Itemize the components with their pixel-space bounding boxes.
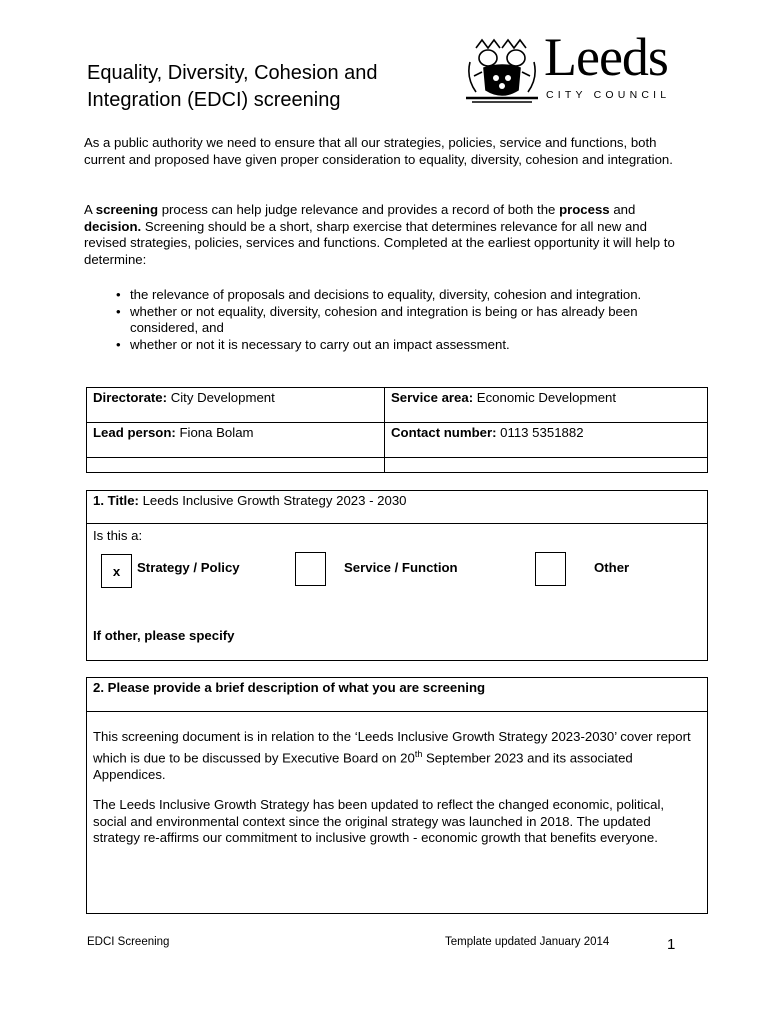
service-function-label: Service / Function xyxy=(344,560,458,575)
logo-subtitle: CITY COUNCIL xyxy=(546,89,671,101)
intro-paragraph: As a public authority we need to ensure that all our strategies, policies, service and functions, both current and proposed have given proper consideration to equality, diversity, cohesion and integration. xyxy=(84,135,673,167)
lead-person-cell: Lead person: Fiona Bolam xyxy=(87,423,385,458)
strategy-policy-label: Strategy / Policy xyxy=(137,560,240,575)
page-title xyxy=(87,60,447,114)
section-1-title-row: 1. Title: Leeds Inclusive Growth Strategy 2023 - 2030 xyxy=(87,491,707,524)
list-item: • whether or not equality, diversity, cohesion and integration is being or has already been considered, and xyxy=(116,304,676,337)
coat-of-arms-icon xyxy=(462,36,542,106)
strategy-policy-checkbox[interactable]: x xyxy=(101,554,132,588)
screening-paragraph: A screening process can help judge relevance and provides a record of both the process and decision. Screening should be a short, sharp exercise that determines relevance for all new and revised strategies, policies, services and functions. Completed at the earliest opportunity it will help to determine: xyxy=(84,202,675,267)
empty-cell xyxy=(385,458,708,473)
logo-wordmark: Leeds xyxy=(544,27,668,87)
leeds-city-council-logo xyxy=(462,27,702,106)
title-line-2: Integration (EDCI) screening xyxy=(87,89,341,111)
directorate-cell: Directorate: City Development xyxy=(87,388,385,423)
section-1-box xyxy=(86,490,708,661)
determine-list xyxy=(116,287,676,353)
other-label: Other xyxy=(594,560,630,575)
service-function-checkbox[interactable] xyxy=(295,552,326,586)
title-line-1: Equality, Diversity, Cohesion and xyxy=(87,62,378,84)
footer-label: EDCI Screening xyxy=(87,936,170,948)
page-number: 1 xyxy=(667,936,676,953)
contact-number-cell: Contact number: 0113 5351882 xyxy=(385,423,708,458)
description-paragraph-1: This screening document is in relation to the ‘Leeds Inclusive Growth Strategy 2023-2030’ cover report which is due to be discussed by Executive Board on 20th September 2023 and its associated Appendices. xyxy=(93,729,691,782)
description-paragraph-2: The Leeds Inclusive Growth Strategy has been updated to reflect the changed economic, political, social and environmental context since the original strategy was launched in 2018. The updated strategy re-affirms our commitment to inclusive growth - economic growth that benefits everyone. xyxy=(93,797,665,846)
section-2-heading: 2. Please provide a brief description of what you are screening xyxy=(87,678,707,712)
if-other-label: If other, please specify xyxy=(93,628,235,643)
footer-template-date: Template updated January 2014 xyxy=(445,936,610,948)
other-checkbox[interactable] xyxy=(535,552,566,586)
list-item: • the relevance of proposals and decisions to equality, diversity, cohesion and integration. xyxy=(116,287,676,304)
service-area-cell: Service area: Economic Development xyxy=(385,388,708,423)
details-table xyxy=(86,387,708,473)
list-item: • whether or not it is necessary to carry out an impact assessment. xyxy=(116,337,676,354)
is-this-a-label: Is this a: xyxy=(93,528,143,543)
section-2-box xyxy=(86,677,708,914)
empty-cell xyxy=(87,458,385,473)
